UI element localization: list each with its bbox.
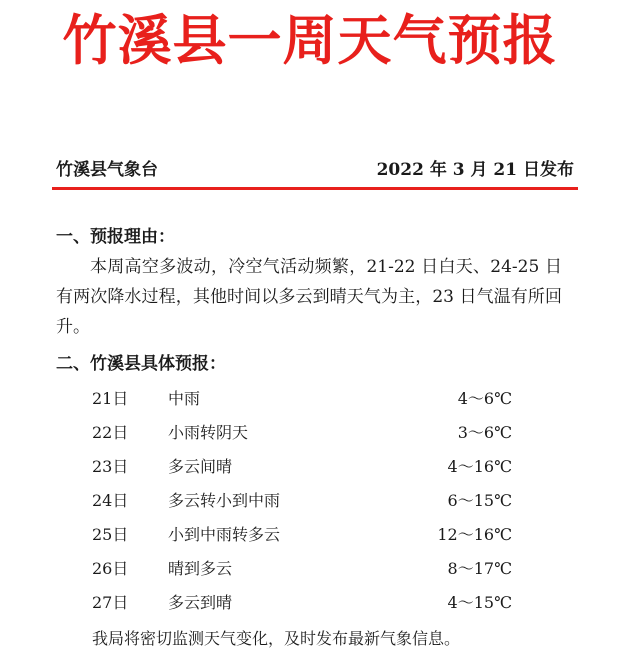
reason-paragraph: 本周高空多波动，冷空气活动频繁，21-22 日白天、24-25 日有两次降水过程，其他时间以多云到晴天气为主，23 日气温有所回升。 [56, 257, 562, 337]
issuer-name: 竹溪县气象台 [56, 160, 158, 180]
forecast-list [0, 382, 620, 620]
forecast-temperature: 8～17℃ [447, 559, 512, 578]
forecast-day: 25日 [92, 525, 129, 544]
forecast-weather: 多云到晴 [168, 593, 233, 612]
forecast-temperature: 4～15℃ [447, 593, 512, 612]
forecast-weather: 小雨转阴天 [168, 423, 249, 442]
red-divider-rule [52, 187, 578, 190]
issue-date: 2022 年 3 月 21 日发布 [376, 160, 574, 180]
forecast-temperature: 6～15℃ [447, 491, 512, 510]
forecast-row [0, 382, 620, 416]
forecast-weather: 中雨 [168, 389, 201, 408]
forecast-day: 21日 [92, 389, 129, 408]
forecast-day: 26日 [92, 559, 129, 578]
forecast-weather: 小到中雨转多云 [168, 525, 281, 544]
issuer-row [56, 157, 576, 183]
forecast-day: 27日 [92, 593, 129, 612]
forecast-weather: 晴到多云 [168, 559, 233, 578]
forecast-heading: 二、竹溪县具体预报： [56, 354, 226, 374]
forecast-row [0, 586, 620, 620]
forecast-row [0, 484, 620, 518]
forecast-temperature: 4～16℃ [447, 457, 512, 476]
forecast-weather: 多云间晴 [168, 457, 233, 476]
document-title: 竹溪县一周天气预报 [62, 9, 558, 72]
closing-statement: 我局将密切监测天气变化，及时发布最新气象信息。 [92, 629, 461, 648]
forecast-row [0, 518, 620, 552]
forecast-row [0, 450, 620, 484]
forecast-row [0, 552, 620, 586]
forecast-weather: 多云转小到中雨 [168, 491, 281, 510]
forecast-day: 22日 [92, 423, 129, 442]
forecast-day: 23日 [92, 457, 129, 476]
forecast-row [0, 416, 620, 450]
forecast-temperature: 3～6℃ [457, 423, 512, 442]
reason-heading: 一、预报理由： [56, 227, 175, 247]
forecast-temperature: 4～6℃ [457, 389, 512, 408]
forecast-temperature: 12～16℃ [437, 525, 512, 544]
forecast-day: 24日 [92, 491, 129, 510]
